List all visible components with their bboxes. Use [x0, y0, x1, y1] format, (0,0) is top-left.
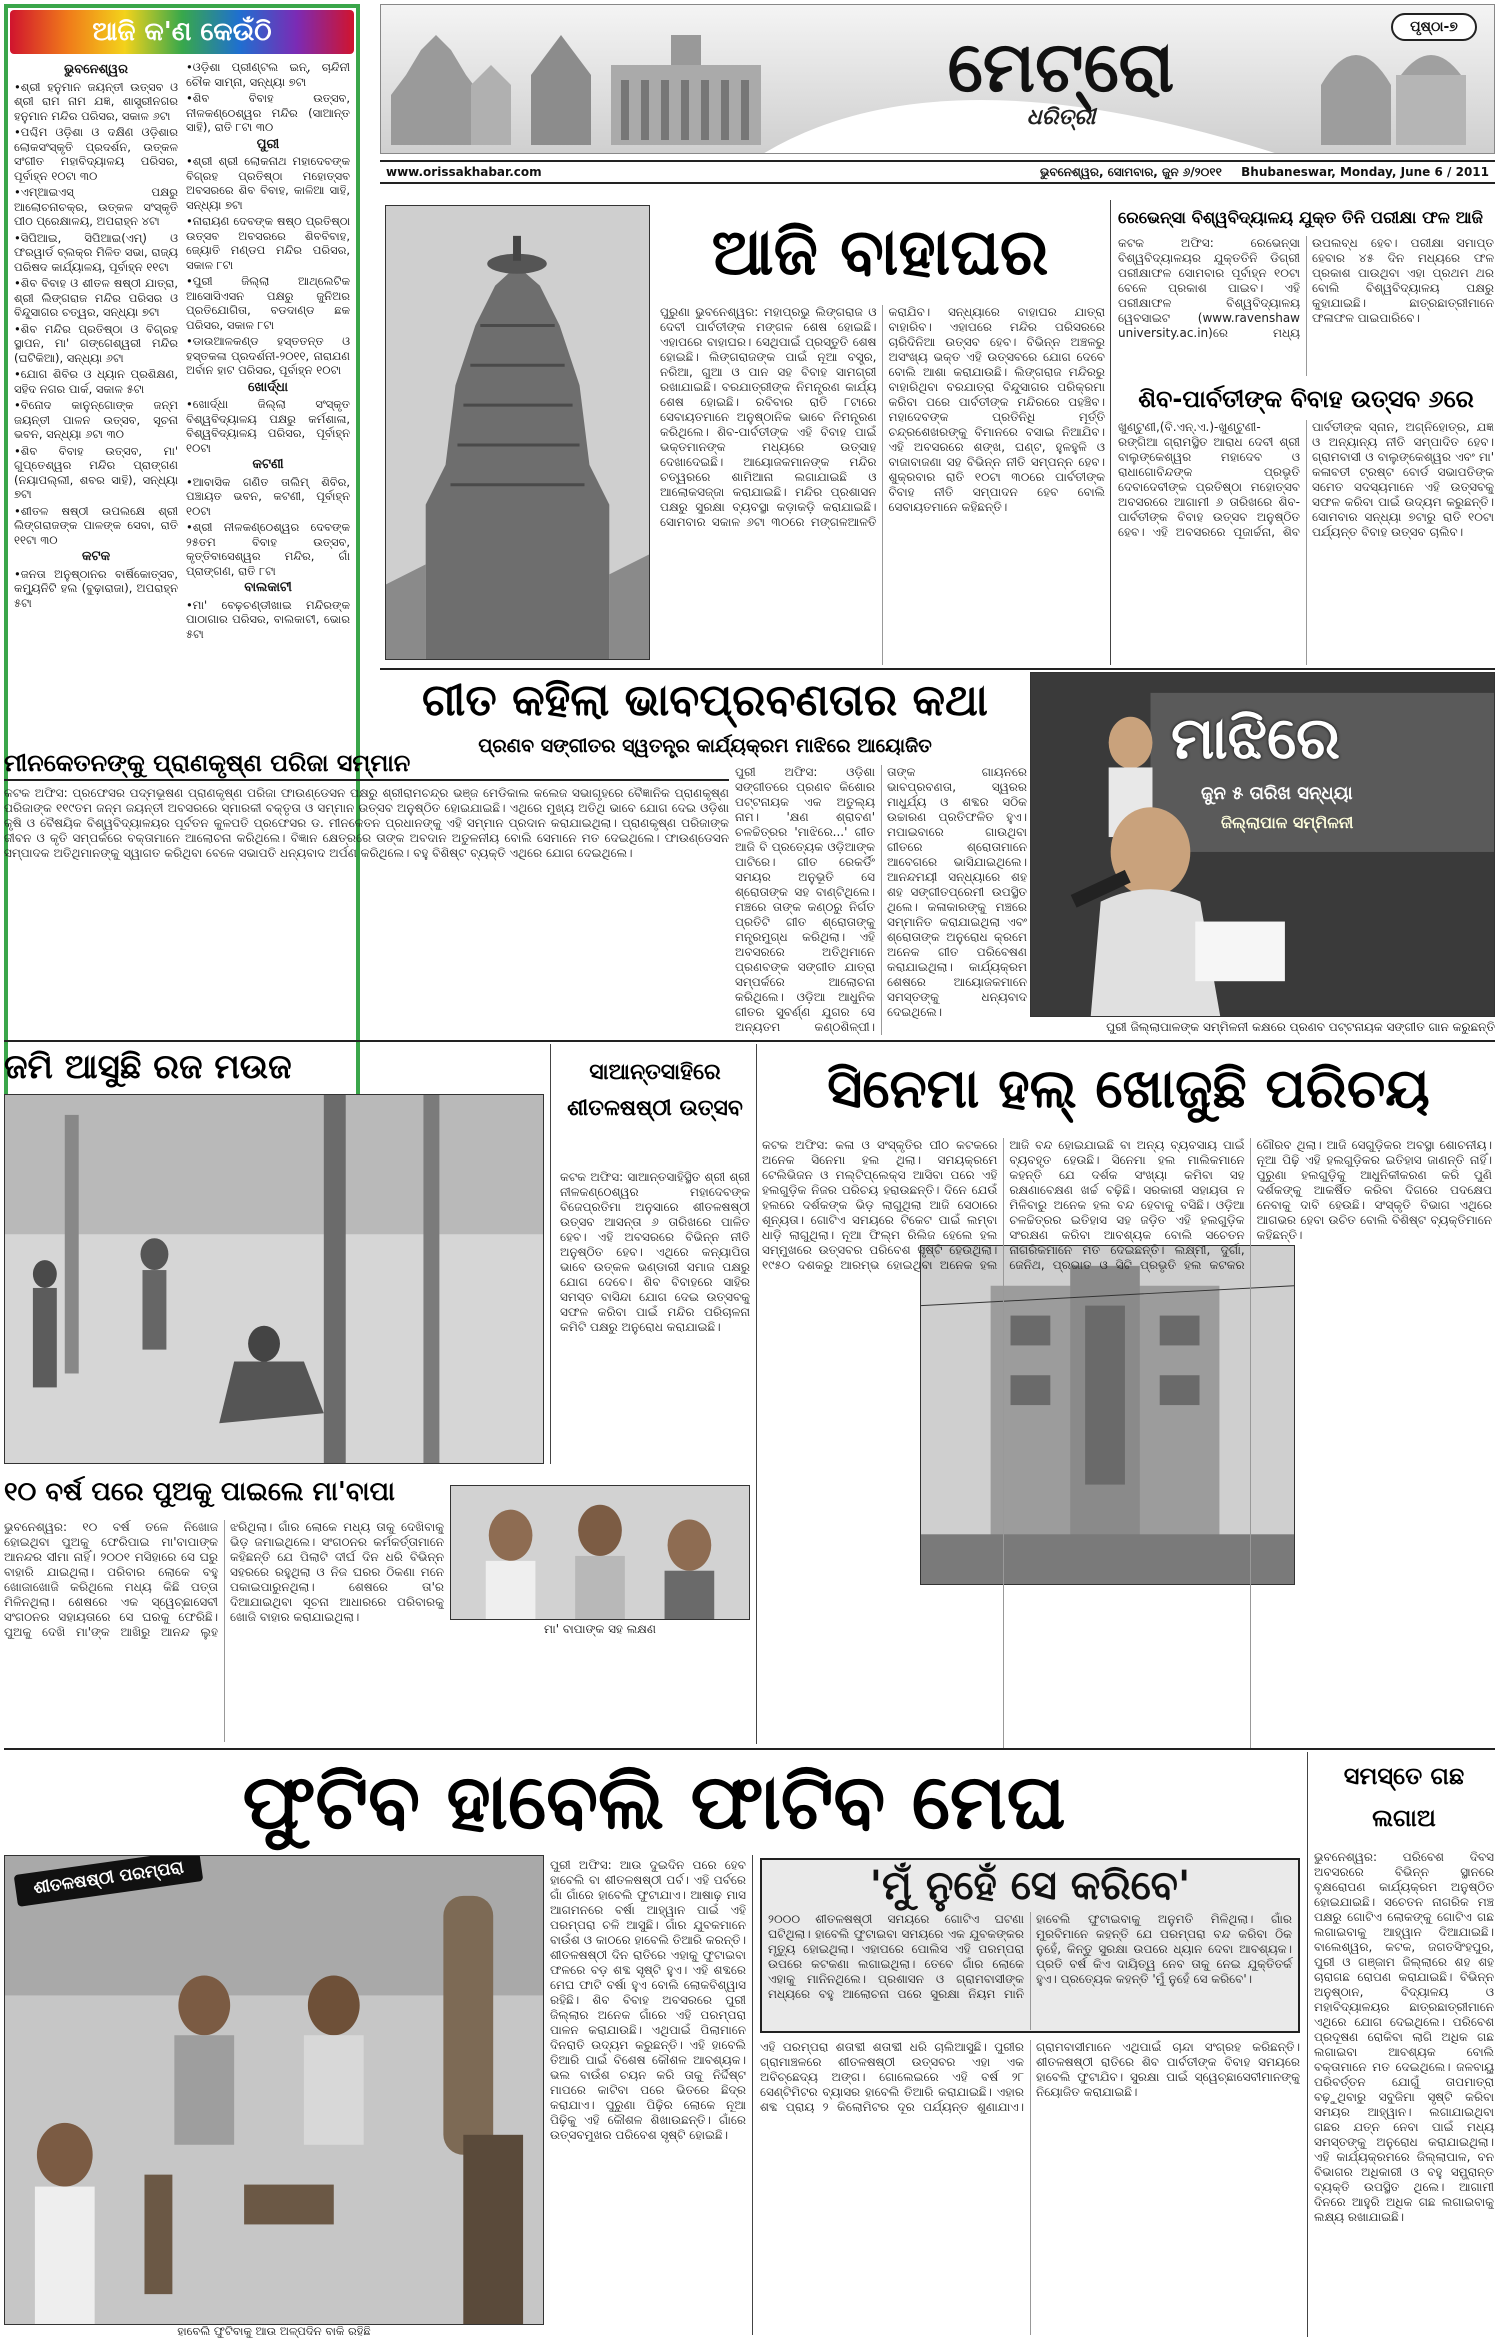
- section-title: ମେଟ୍ରୋ: [947, 25, 1175, 108]
- sainthasahi-headline: ସାଆନ୍ତସାହିରେ ଶୀତଳଷଷ୍ଠୀ ଉତ୍ସବ: [567, 1060, 743, 1121]
- event-item: •ଜନତା ଅନୁଷ୍ଠାନର ବାର୍ଷିକୋତ୍ସବ, କମ୍ୟୁନିଟି ହଲ (ବୁଢ଼ାରାଜା), ଅପରାହ୍ନ ୫ଟା: [14, 566, 178, 610]
- cinema-body: କଟକ ଅଫିସ: କଳା ଓ ସଂସ୍କୃତିର ପୀଠ କଟକରେ ଅନେକ ସିନେମା ହଲ ଥିଲା। ସମୟକ୍ରମେ ଟେଲିଭିଜନ ଓ ମଲ୍ଟିପ୍ଲେକ୍ସ ଆସିବା ପରେ ଏହି ହଲଗୁଡ଼ିକ ନିଜର ପରିଚୟ ହରାଉଛନ୍ତି। ଦିନେ ଯେଉଁ ହଲରେ ଦର୍ଶକଙ୍କ ଭିଡ଼ ଲାଗୁଥିଲା ଆଜି ସେଠାରେ ଶୂନ୍ୟତା। ଗୋଟିଏ ସମୟରେ ଟିକେଟ ପାଇଁ ଲମ୍ବା ଧାଡ଼ି ଲାଗୁଥିଲା। ନୂଆ ଫିଲ୍ମ ରିଲିଜ ହେଲେ ହଲ ସମ୍ମୁଖରେ ଉତ୍ସବର ପରିବେଶ ସୃଷ୍ଟି ହେଉଥିଲା। ୧୯୫୦ ଦଶକରୁ ଆରମ୍ଭ ହୋଇଥିବା ଅନେକ ହଲ ଆଜି ବନ୍ଦ ହୋଇଯାଇଛି ବା ଅନ୍ୟ ବ୍ୟବସାୟ ପାଇଁ ବ୍ୟବହୃତ ହେଉଛି। ସିନେମା ହଲ ମାଲିକମାନେ କହନ୍ତି ଯେ ଦର୍ଶକ ସଂଖ୍ୟା କମିବା ସହ ରକ୍ଷଣାବେକ୍ଷଣ ଖର୍ଚ୍ଚ ବଢ଼ିଛି। ସରକାରୀ ସହାୟତା ନ ମିଳିବାରୁ ଅନେକ ହଲ ବନ୍ଦ ହେବାକୁ ବସିଛି। ଓଡ଼ିଆ ଚଳଚ୍ଚିତ୍ରର ଇତିହାସ ସହ ଜଡ଼ିତ ଏହି ହଲଗୁଡ଼ିକ ସଂରକ୍ଷଣ କରିବା ଆବଶ୍ୟକ ବୋଲି ସଚେତନ ନାଗରିକମାନେ ମତ ଦେଇଛନ୍ତି। ଲକ୍ଷ୍ମୀ, ଦୁର୍ଗା, ଜେନିଥ, ପ୍ରଭାତ ଓ ସିଟି ପ୍ରଭୃତି ହଲ କଟକର ଗୌରବ ଥିଲା। ଆଜି ସେଗୁଡ଼ିକର ଅବସ୍ଥା ଶୋଚନୀୟ। ନୂଆ ପିଢ଼ି ଏହି ହଲଗୁଡ଼ିକର ଇତିହାସ ଜାଣନ୍ତି ନାହିଁ। ପୁରୁଣା ହଲଗୁଡ଼ିକୁ ଆଧୁନିକୀକରଣ କରି ପୁଣି ଦର୍ଶକଙ୍କୁ ଆକର୍ଷିତ କରିବା ଦିଗରେ ପଦକ୍ଷେପ ନେବାକୁ ଦାବି ହେଉଛି। ସଂସ୍କୃତି ବିଭାଗ ଏଥିରେ ଆଗଭର ହେବା ଉଚିତ ବୋଲି ବିଶିଷ୍ଟ ବ୍ୟକ୍ତିମାନେ କହିଛନ୍ତି।: [762, 1138, 1492, 1272]
- not-me-headline: 'ମୁଁ ନୁହେଁ ସେ କରିବେ': [869, 1863, 1191, 1909]
- section-subtitle: ଧରିତ୍ରୀ: [1026, 105, 1096, 130]
- haveli-photo: [4, 1855, 544, 2325]
- pranab-body: ପୁରୀ ଅଫିସ: ଓଡ଼ିଶା ସଙ୍ଗୀତରେ ପ୍ରଣବ କିଶୋର ପଟ୍ଟନାୟକ ଏକ ଅତୁଲ୍ୟ ନାମ। 'କ୍ଷଣ ଶ୍ରାବଣ' ଚଳଚ୍ଚିତ୍ରର 'ମାଝିରେ...' ଗୀତ ଆଜି ବି ପ୍ରତ୍ୟେକ ଓଡ଼ିଆଙ୍କ ପାଟିରେ। ଗୀତ ରେକର୍ଡିଂ ସମୟର ଅନୁଭୂତି ସେ ଶ୍ରୋତାଙ୍କ ସହ ବାଣ୍ଟିଥିଲେ। ମଞ୍ଚରେ ତାଙ୍କ କଣ୍ଠରୁ ନିର୍ଗତ ପ୍ରତିଟି ଗୀତ ଶ୍ରୋତାଙ୍କୁ ମନ୍ତ୍ରମୁଗ୍ଧ କରିଥିଲା। ଏହି ଅବସରରେ ଅତିଥିମାନେ ପ୍ରଣବଙ୍କ ସଙ୍ଗୀତ ଯାତ୍ରା ସମ୍ପର୍କରେ ଆଲୋଚନା କରିଥିଲେ। ଓଡ଼ିଆ ଆଧୁନିକ ଗୀତର ସୁବର୍ଣ୍ଣ ଯୁଗର ସେ ଅନ୍ୟତମ କଣ୍ଠଶିଳ୍ପୀ। ତାଙ୍କ ଗାୟନରେ ଭାବପ୍ରବଣତା, ସ୍ୱରର ମାଧୁର୍ଯ୍ୟ ଓ ଶବ୍ଦର ସଠିକ ଉଚ୍ଚାରଣ ପ୍ରତିଫଳିତ ହୁଏ। ମପାଇବାରେ ଗାଉଥିବା ଗୀତରେ ଶ୍ରୋତାମାନେ ଆବେଗରେ ଭାସିଯାଇଥିଲେ। ଆନନ୍ଦମୟୀ ସନ୍ଧ୍ୟାରେ ଶହ ଶହ ସଙ୍ଗୀତପ୍ରେମୀ ଉପସ୍ଥିତ ଥିଲେ। କଳାକାରଙ୍କୁ ମଞ୍ଚରେ ସମ୍ମାନିତ କରାଯାଇଥିଲା ଏବଂ ଶ୍ରୋତାଙ୍କ ଅନୁରୋଧ କ୍ରମେ ଅନେକ ଗୀତ ପରିବେଷଣ କରାଯାଇଥିଲା। କାର୍ଯ୍ୟକ୍ରମ ଶେଷରେ ଆୟୋଜକମାନେ ସମସ୍ତଙ୍କୁ ଧନ୍ୟବାଦ ଦେଇଥିଲେ।: [735, 765, 1027, 1034]
- event-item: •ଶିବ ବିବାହ ଉତ୍ସବ, ମା' ଗୁପ୍ତେଶ୍ୱର ମନ୍ଦିର ପ୍ରାଙ୍ଗଣ (ନୟାପଲ୍ଲୀ, ଶବର ସାହି), ସନ୍ଧ୍ୟା ୭ଟା: [14, 443, 178, 501]
- event-item: •ଡାଉଆଳକଣ୍ଡ ହସ୍ତତନ୍ତ ଓ ହସ୍ତକଳା ପ୍ରଦର୍ଶନୀ-୨୦୧୧, ନାରାଯଣ ଅର୍ବାନ ହାଟ ପରିସର, ପୂର୍ବାହ୍ନ ୧୦ଟା: [186, 334, 350, 377]
- photo-banner-sub2: ଜିଲ୍ଲାପାଳ ସମ୍ମିଳନୀ: [1221, 813, 1354, 832]
- events-column-right: [186, 60, 350, 643]
- shiva-wedding-headline: ଶିବ-ପାର୍ବତୀଙ୍କ ବିବାହ ଉତ୍ସବ ୬ରେ: [1138, 385, 1474, 413]
- haveli-photo-label: ଶୀତଳଷଷ୍ଠୀ ପରମ୍ପରା: [14, 1855, 204, 1907]
- dateline-english: Bhubaneswar, Monday, June 6 / 2011: [1241, 165, 1489, 179]
- reunion-headline: ୧୦ ବର୍ଷ ପରେ ପୁଅକୁ ପାଇଲେ ମା'ବାପା: [4, 1477, 395, 1507]
- meenaketan-body: କଟକ ଅଫିସ: ପ୍ରଫେସର ପଦ୍ମଭୂଷଣ ପ୍ରାଣକୃଷ୍ଣ ପରିଜା ଫାଉଣ୍ଡେସନ ପକ୍ଷରୁ ଶ୍ରୀରାମଚନ୍ଦ୍ର ଭଞ୍ଜ ମେଡିକାଲ କଲେଜ ସଭାଗୃହରେ ବୈଜ୍ଞାନିକ ପ୍ରାଣକୃଷ୍ଣ ପରିଜାଙ୍କ ୧୧୯ତମ ଜନ୍ମ ଜୟନ୍ତୀ ଅବସରରେ ସ୍ମାରକୀ ବକ୍ତୃତା ଓ ସମ୍ମାନ ଉତ୍ସବ ଅନୁଷ୍ଠିତ ହୋଇଯାଇଛି। ଏଥିରେ ମୁଖ୍ୟ ଅତିଥି ଭାବେ ଯୋଗ ଦେଇ ଓଡ଼ିଶା କୃଷି ଓ ବୈଷୟିକ ବିଶ୍ୱବିଦ୍ୟାଳୟର ପୂର୍ବତନ କୁଳପତି ପ୍ରଫେସର ଡ. ମୀନକେତନ ପ୍ରଧାନଙ୍କୁ ଏହି ସମ୍ମାନ ପ୍ରଦାନ କରାଯାଇଥିଲା। ପ୍ରାଣକୃଷ୍ଣ ପରିଜାଙ୍କ ଜୀବନ ଓ କୃତି ସମ୍ପର୍କରେ ବକ୍ତାମାନେ ଆଲୋଚନା କରିଥିଲେ। ବିଜ୍ଞାନ କ୍ଷେତ୍ରରେ ତାଙ୍କ ଅବଦାନ ଅତୁଳନୀୟ ବୋଲି ସେମାନେ ମତ ଦେଇଥିଲେ। ଫାଉଣ୍ଡେସନ ସମ୍ପାଦକ ଅତିଥିମାନଙ୍କୁ ସ୍ୱାଗତ କରିଥିବା ବେଳେ ସଭାପତି ଧନ୍ୟବାଦ ଅର୍ପଣ କରିଥିଲେ। ବହୁ ବିଶିଷ୍ଟ ବ୍ୟକ୍ତି ଏଥିରେ ଯୋଗ ଦେଇଥିଲେ।: [4, 786, 729, 860]
- event-item: •ଆବାସିକ ଗଣିତ ତାଲିମ୍ ଶିବିର, ପଞ୍ଚାୟତ ଭବନ, କଟଣୀ, ପୂର୍ବାହ୍ନ ୧୦ଟା: [186, 474, 350, 518]
- event-item: •ଏମ୍ଆଇଏସ୍ ପକ୍ଷରୁ ଆଲୋଚନାଚକ୍ର, ଉତ୍କଳ ସଂସ୍କୃତି ପୀଠ ପ୍ରେକ୍ଷାଳୟ, ଅପରାହ୍ନ ୪ଟା: [14, 185, 178, 228]
- cinema-headline: ସିନେମା ହଲ୍ ଖୋଜୁଛି ପରିଚୟ: [827, 1056, 1430, 1120]
- not-me-continued: ଏହି ପରମ୍ପରା ଶତାବ୍ଦୀ ଶତାବ୍ଦୀ ଧରି ଚାଲିଆସୁଛି। ପୁରୀର ଗ୍ରାମାଞ୍ଚଳରେ ଶୀତଳଷଷ୍ଠୀ ଉତ୍ସବର ଏହା ଏକ ଅବିଚ୍ଛେଦ୍ୟ ଅଙ୍ଗ। ଗୋଲେଇରେ ଏହି ବର୍ଷ ୨୮ ସେଣ୍ଟିମିଟର ବ୍ୟାସର ହାବେଲି ତିଆରି କରାଯାଇଛି। ଏହାର ଶବ୍ଦ ପ୍ରାୟ ୨ କିଲୋମିଟର ଦୂର ପର୍ଯ୍ୟନ୍ତ ଶୁଣାଯାଏ। ଗ୍ରାମବାସୀମାନେ ଏଥିପାଇଁ ଚାନ୍ଦା ସଂଗ୍ରହ କରିଛନ୍ତି। ଶୀତଳଷଷ୍ଠୀ ରାତିରେ ଶିବ ପାର୍ବତୀଙ୍କ ବିବାହ ସମୟରେ ହାବେଲି ଫୁଟାଯିବ। ସୁରକ୍ଷା ପାଇଁ ସ୍ୱେଚ୍ଛାସେବୀମାନଙ୍କୁ ନିୟୋଜିତ କରାଯାଇଛି।: [760, 2040, 1300, 2114]
- section-rule: [4, 1748, 1495, 1750]
- pranab-subhead: ପ୍ରଣବ ସଙ୍ଗୀତର ସ୍ୱତନ୍ତ୍ର କାର୍ଯ୍ୟକ୍ରମ ମାଝିରେ ଆୟୋଜିତ: [478, 735, 932, 757]
- haveli-headline: ଫୁଟିବ ହାବେଲି ଫାଟିବ ମେଘ: [242, 1757, 1066, 1846]
- website[interactable]: www.orissakhabar.com: [386, 165, 542, 179]
- lead-headline: ଆଜି ବାହାଘର: [711, 215, 1049, 290]
- ravenshaw-body: କଟକ ଅଫିସ: ରେଭେନ୍ସା ବିଶ୍ୱବିଦ୍ୟାଳୟର ଯୁକ୍ତତିନି ଡିଗ୍ରୀ ପରୀକ୍ଷାଫଳ ସୋମବାର ପୂର୍ବାହ୍ନ ୧୦ଟା ବେଳେ ପ୍ରକାଶ ପାଇବ। ଏହି ପରୀକ୍ଷାଫଳ ବିଶ୍ୱବିଦ୍ୟାଳୟ ୱେବସାଇଟ (www.ravenshaw university.ac.in)ରେ ମଧ୍ୟ ଉପଲବ୍ଧ ହେବ। ପରୀକ୍ଷା ସମାପ୍ତ ହେବାର ୪୫ ଦିନ ମଧ୍ୟରେ ଫଳ ପ୍ରକାଶ ପାଉଥିବା ଏହା ପ୍ରଥମ ଥର ବୋଲି ବିଶ୍ୱବିଦ୍ୟାଳୟ ପକ୍ଷରୁ କୁହାଯାଇଛି। ଛାତ୍ରଛାତ୍ରୀମାନେ ଫଳାଫଳ ପାଇପାରିବେ।: [1118, 236, 1494, 340]
- sainthasahi-body: କଟକ ଅଫିସ: ସାଆନ୍ତସାହିସ୍ଥିତ ଶ୍ରୀ ଶ୍ରୀ ନୀଳକଣ୍ଠେଶ୍ୱର ମହାଦେବଙ୍କ ବିଜେପ୍ରତିମା ଅନୁସାରେ ଶୀତଳଷଷ୍ଠୀ ଉତ୍ସବ ଆସନ୍ତା ୬ ତାରିଖରେ ପାଳିତ ହେବ। ଏହି ଅବସରରେ ବିଭିନ୍ନ ନୀତି ଅନୁଷ୍ଠିତ ହେବ। ଏଥିରେ କନ୍ୟାପିତା ଭାବେ ଉତ୍କଳ ଭଣ୍ଡାରୀ ସମାଜ ପକ୍ଷରୁ ଯୋଗ ଦେବେ। ଶିବ ବିବାହରେ ସାହିର ସମସ୍ତ ବାସିନ୍ଦା ଯୋଗ ଦେଇ ଉତ୍ସବକୁ ସଫଳ କରିବା ପାଇଁ ମନ୍ଦିର ପରିଚାଳନା କମିଟି ପକ୍ଷରୁ ଅନୁରୋଧ କରାଯାଇଛି।: [560, 1170, 750, 1334]
- column-rule: [756, 1044, 757, 1744]
- singer-photo: [1030, 672, 1495, 1017]
- dateline-bar: [380, 160, 1495, 184]
- raja-headline: ଜମି ଆସୁଛି ରଜ ମଉଜ: [4, 1047, 292, 1087]
- haveli-caption: ହାବେଲି ଫୁଟିବାକୁ ଆଉ ଅଳ୍ପଦିନ ବାକି ରହିଛି: [177, 2324, 371, 2338]
- reunion-body: ଭୁବନେଶ୍ୱର: ୧୦ ବର୍ଷ ତଳେ ନିଖୋଜ ହୋଇଥିବା ପୁଅକୁ ଫେରିପାଇ ମା'ବାପାଙ୍କ ଆନନ୍ଦର ସୀମା ନାହିଁ। ୨୦୦୧ ମସିହାରେ ସେ ଘରୁ ବାହାରି ଯାଇଥିଲା। ପରିବାର ଲୋକେ ବହୁ ଖୋଜାଖୋଜି କରିଥିଲେ ମଧ୍ୟ କିଛି ପତ୍ତା ମିଳିନଥିଲା। ଶେଷରେ ଏକ ସ୍ୱେଚ୍ଛାସେବୀ ସଂଗଠନର ସହାୟତାରେ ସେ ଘରକୁ ଫେରିଛି। ପୁଅକୁ ଦେଖି ମା'ଙ୍କ ଆଖିରୁ ଆନନ୍ଦ ଲୁହ ଝରିଥିଲା। ଗାଁର ଲୋକେ ମଧ୍ୟ ତାକୁ ଦେଖିବାକୁ ଭିଡ଼ ଜମାଇଥିଲେ। ସଂଗଠନର କର୍ମକର୍ତ୍ତାମାନେ କହିଛନ୍ତି ଯେ ପିଲାଟି ଦୀର୍ଘ ଦିନ ଧରି ବିଭିନ୍ନ ସହରରେ ରହୁଥିଲା ଓ ନିଜ ଘରର ଠିକଣା ମନେ ପକାଇପାରୁନଥିଲା। ଶେଷରେ ତା'ର ଦିଆଯାଇଥିବା ସୂଚନା ଆଧାରରେ ପରିବାରକୁ ଖୋଜି ବାହାର କରାଯାଇଥିଲା।: [4, 1520, 444, 1639]
- trees-headline: ସମସ୍ତେ ଗଛ ଲଗାଅ: [1343, 1762, 1465, 1832]
- event-city-heading: ଭୁବନେଶ୍ୱର: [64, 62, 128, 77]
- photo-banner-title: ମାଝିରେ: [1171, 704, 1341, 772]
- event-item: •ନାରାୟଣ ଦେବଙ୍କ ଷଷ୍ଠ ପ୍ରତିଷ୍ଠା ଉତ୍ସବ ଅବସରରେ ଶିବବିବାହ, ଜ୍ୟୋତି ମଣ୍ଡପ ମନ୍ଦିର ପରିସର, ସକାଳ ୮ଟା: [186, 214, 350, 272]
- reunion-photo: [450, 1485, 750, 1620]
- temple-photo: [385, 205, 650, 660]
- event-item: •ପଶ୍ଚିମ ଓଡ଼ିଶା ଓ ଦକ୍ଷିଣ ଓଡ଼ିଶାର ଲୋକସଂସ୍କୃତି ପ୍ରଦର୍ଶନ, ଉତ୍କଳ ସଂଗୀତ ମହାବିଦ୍ୟାଳୟ ପରିସର, ପୂର୍ବାହ୍ନ ୧୦ଟା ୩୦: [14, 125, 178, 183]
- dateline-odia: ଭୁବନେଶ୍ୱର, ସୋମବାର, ଜୁନ ୬/୨୦୧୧: [1040, 165, 1222, 179]
- event-city-heading: କଟକ: [81, 549, 111, 564]
- ravenshaw-headline: ରେଭେନ୍ସା ବିଶ୍ୱବିଦ୍ୟାଳୟ ଯୁକ୍ତ ତିନି ପରୀକ୍ଷା ଫଳ ଆଜି: [1118, 208, 1483, 227]
- event-item: •ଶିବ ବିବାହ ଓ ଶୀତଳ ଷଷ୍ଠୀ ଯାତ୍ରା, ଶ୍ରୀ ଲିଙ୍ଗରାଜ ମନ୍ଦିର ପରିସର ଓ ବିନ୍ଦୁସାଗର ଚତ୍ୱର, ସନ୍ଧ୍ୟା ୭ଟା: [14, 276, 178, 319]
- event-item: •ଶ୍ରୀ ହନୁମାନ ଜୟନ୍ତୀ ଉତ୍ସବ ଓ ଶ୍ରୀ ରାମ ନାମ ଯଜ୍ଞ, ଶାସ୍ତ୍ରୀନଗର ହନୁମାନ ମନ୍ଦିର ପରିସର, ସକାଳ ୬ଟା: [14, 79, 178, 123]
- event-item: •ସିପିଆଇ, ସିପିଆଇ(ଏମ୍) ଓ ଫରୱାର୍ଡ ବ୍ଲକ୍‌ର ମିଳିତ ସଭା, ରାଜ୍ୟ ପରିଷଦ କାର୍ଯ୍ୟାଳୟ, ପୂର୍ବାହ୍ନ ୧୧ଟା: [14, 230, 178, 274]
- event-item: •ବିନୋଦ କାନୁନ୍‌ଗୋଙ୍କ ଜନ୍ମ ଜୟନ୍ତୀ ପାଳନ ଉତ୍ସବ, ସୂଚନା ଭବନ, ସନ୍ଧ୍ୟା ୬ଟା ୩୦: [14, 398, 178, 441]
- reunion-caption: ମା' ବାପାଙ୍କ ସହ ଲକ୍ଷଣ: [544, 1622, 656, 1636]
- event-city-heading: ପୁରୀ: [256, 136, 280, 152]
- haveli-body: ପୁରୀ ଅଫିସ: ଆଉ ଦୁଇଦିନ ପରେ ହେବ ହାବେଲି ବା ଶୀତଳଷଷ୍ଠୀ ପର୍ବ। ଏହି ପର୍ବରେ ଗାଁ ଗାଁରେ ହାବେଲି ଫୁଟାଯାଏ। ଆଷାଢ଼ ମାସ ଆଗମନରେ ବର୍ଷା ଆହ୍ୱାନ ପାଇଁ ଏହି ପରମ୍ପରା ଚଳି ଆସୁଛି। ଗାଁର ଯୁବକମାନେ ବାଉଁଶ ଓ କାଠରେ ହାବେଲି ତିଆରି କରନ୍ତି। ଶୀତଳଷଷ୍ଠୀ ଦିନ ରାତିରେ ଏହାକୁ ଫୁଟାଇବା ଫଳରେ ବଡ଼ ଶବ୍ଦ ସୃଷ୍ଟି ହୁଏ। ଏହି ଶବ୍ଦରେ ମେଘ ଫାଟି ବର୍ଷା ହୁଏ ବୋଲି ଲୋକବିଶ୍ୱାସ ରହିଛି। ଶିବ ବିବାହ ଅବସରରେ ପୁରୀ ଜିଲ୍ଲାର ଅନେକ ଗାଁରେ ଏହି ପରମ୍ପରା ପାଳନ କରାଯାଉଛି। ଏଥିପାଇଁ ପିଲାମାନେ ଦିନରାତି ଉଦ୍ୟମ କରୁଛନ୍ତି। ଏହି ହାବେଲି ତିଆରି ପାଇଁ ବିଶେଷ କୌଶଳ ଆବଶ୍ୟକ। ଭଲ ବାଉଁଶ ଚୟନ କରି ତାକୁ ନିର୍ଦ୍ଦିଷ୍ଟ ମାପରେ କାଟିବା ପରେ ଭିତରେ ଛିଦ୍ର କରାଯାଏ। ପୁରୁଣା ପିଢ଼ିର ଲୋକେ ନୂଆ ପିଢ଼ିକୁ ଏହି କୌଶଳ ଶିଖାଉଛନ୍ତି। ଗାଁରେ ଉତ୍ସବମୁଖର ପରିବେଶ ସୃଷ୍ଟି ହୋଇଛି।: [550, 1858, 746, 2142]
- column-rule: [550, 1044, 551, 1464]
- event-item: •ଓଡ଼ିଶା ପ୍ରୀଣ୍ଟଲ ଇନ୍‌, ଚାନ୍ଦିନୀ ଚୌକ ସାମ୍ନା, ସନ୍ଧ୍ୟା ୭ଟା: [186, 60, 350, 89]
- event-item: •ଶୀତଳ ଷଷ୍ଠୀ ଉପଲକ୍ଷେ ଶ୍ରୀ ଲିଙ୍ଗରାଜଙ୍କ ପାଳଙ୍କ ସେବା, ରାତି ୧୧ଟା ୩୦: [14, 503, 178, 547]
- event-city-heading: ଖୋର୍ଦ୍ଧା: [248, 379, 288, 395]
- event-item: •ପୁରୀ ଜିଲ୍ଲା ଆଥ୍‌ଲେଟିକ ଆସୋସିଏସନ ପକ୍ଷରୁ ଜୁନିଅର ପ୍ରତିଯୋଗିତା, ବଡଦାଣ୍ଡ ଛକ ପରିସର, ସକାଳ ୮ଟା: [186, 274, 350, 332]
- section-rule: [380, 668, 1495, 670]
- event-item: •ମା' ବେଢ଼ଚଣ୍ଡୀଖାଇ ମନ୍ଦିରଙ୍କ ପାଠାଗାର ପରିସର, ବାଲକାଟୀ, ଭୋର ୫ଟା: [186, 597, 350, 641]
- event-item: •ଶିବ ବିବାହ ଉତ୍ସବ, ନୀଳକଣ୍ଠେଶ୍ୱର ମନ୍ଦିର (ସାଆନ୍ତ ସାହି), ରାତି ୮ଟା ୩୦: [186, 91, 350, 134]
- meenaketan-headline: ମୀନକେତନଙ୍କୁ ପ୍ରାଣକୃଷ୍ଣ ପରିଜା ସମ୍ମାନ: [4, 745, 729, 781]
- trees-body: ଭୁବନେଶ୍ୱର: ପରିବେଶ ଦିବସ ଅବସରରେ ବିଭିନ୍ନ ସ୍ଥାନରେ ବୃକ୍ଷରୋପଣ କାର୍ଯ୍ୟକ୍ରମ ଅନୁଷ୍ଠିତ ହୋଇଯାଇଛି। ସଚେତନ ନାଗରିକ ମଞ୍ଚ ପକ୍ଷରୁ ଗୋଟିଏ ଲୋକଙ୍କୁ ଗୋଟିଏ ଗଛ ଲଗାଇବାକୁ ଆହ୍ୱାନ ଦିଆଯାଇଛି। ବାଲେଶ୍ୱର, କଟକ, ଜଗତସିଂହପୁର, ପୁରୀ ଓ ଗଞ୍ଜାମ ଜିଲ୍ଲାରେ ଶହ ଶହ ଚାରାଗଛ ରୋପଣ କରାଯାଇଛି। ବିଭିନ୍ନ ଅନୁଷ୍ଠାନ, ବିଦ୍ୟାଳୟ ଓ ମହାବିଦ୍ୟାଳୟର ଛାତ୍ରଛାତ୍ରୀମାନେ ଏଥିରେ ଯୋଗ ଦେଇଥିଲେ। ପରିବେଶ ପ୍ରଦୂଷଣ ରୋକିବା ଲାଗି ଅଧିକ ଗଛ ଲଗାଇବା ଆବଶ୍ୟକ ବୋଲି ବକ୍ତାମାନେ ମତ ଦେଇଥିଲେ। ଜଳବାୟୁ ପରିବର୍ତ୍ତନ ଯୋଗୁଁ ତାପମାତ୍ରା ବଢ଼ୁଥିବାରୁ ସବୁଜିମା ସୃଷ୍ଟି କରିବା ସମୟର ଆହ୍ୱାନ। ଲଗାଯାଇଥିବା ଗଛର ଯତ୍ନ ନେବା ପାଇଁ ମଧ୍ୟ ସମସ୍ତଙ୍କୁ ଅନୁରୋଧ କରାଯାଇଥିଲା। ଏହି କାର୍ଯ୍ୟକ୍ରମରେ ଜିଲ୍ଲାପାଳ, ବନ ବିଭାଗର ଅଧିକାରୀ ଓ ବହୁ ସମ୍ଭ୍ରାନ୍ତ ବ୍ୟକ୍ତି ଉପସ୍ଥିତ ଥିଲେ। ଆଗାମୀ ଦିନରେ ଆହୁରି ଅଧିକ ଗଛ ଲଗାଇବାକୁ ଲକ୍ଷ୍ୟ ରଖାଯାଇଛି।: [1314, 1850, 1494, 2224]
- event-city-heading: ବାଲକାଟୀ: [244, 580, 292, 595]
- column-rule: [1110, 200, 1111, 665]
- event-item: •ଶିବ ମନ୍ଦିର ପ୍ରତିଷ୍ଠା ଓ ବିଗ୍ରହ ସ୍ଥାପନ, ମା' ଗଙ୍ଗେଶ୍ୱରୀ ମନ୍ଦିର (ଘଟିକିଆ), ସନ୍ଧ୍ୟା ୬ଟା: [14, 321, 178, 365]
- pranab-headline: ଗୀତ କହିଲା ଭାବପ୍ରବଣତାର କଥା: [422, 675, 988, 726]
- event-item: •ଶ୍ରୀ ନୀଳକଣ୍ଠେଶ୍ୱର ଦେବଙ୍କ ୨୫ତମ ବିବାହ ଉତ୍ସବ, କୃତ୍ତିବାସେଶ୍ୱର ମନ୍ଦିର, ଗାଁ ପ୍ରାଙ୍ଗଣ, ରାତି ୮ଟା: [186, 520, 350, 578]
- shiva-wedding-body: ଖୁଣ୍ଟୁଣୀ,(ବି.ଏନ୍.ଏ.)-ଖୁଣ୍ଟୁଣୀ-ରଙ୍ଗିଆ ଗ୍ରାମସ୍ଥିତ ଆରାଧ ଦେବୀ ଶ୍ରୀ ବାଲୁଙ୍କେଶ୍ୱର ମହାଦେବ ଓ ରାଧାଗୋବିନ୍ଦଙ୍କ ପ୍ରଭୃତି ଦେବାଦେବୀଙ୍କ ପ୍ରତିଷ୍ଠା ମହୋତ୍ସବ ଅବସରରେ ଆଗାମୀ ୬ ତାରିଖରେ ଶିବ-ପାର୍ବତୀଙ୍କ ବିବାହ ଉତ୍ସବ ଅନୁଷ୍ଠିତ ହେବ। ଏହି ଅବସରରେ ପୂଜାର୍ଚ୍ଚନା, ଶିବ ପାର୍ବତୀଙ୍କ ସ୍ନାନ, ଅଗ୍ନିହୋତ୍ର, ଯଜ୍ଞ ଓ ଅନ୍ୟାନ୍ୟ ନୀତି ସମ୍ପାଦିତ ହେବ। ଗ୍ରାମବାସୀ ଓ ବାଲୁଙ୍କେଶ୍ୱର ଏବଂ ମା' କଳାବତୀ ଟ୍ରଷ୍ଟ ବୋର୍ଡ ସଭାପତିଙ୍କ ସମେତ ସଦସ୍ୟମାନେ ଏହି ଉତ୍ସବକୁ ସଫଳ କରିବା ପାଇଁ ଉଦ୍ୟମ କରୁଛନ୍ତି। ସୋମବାର ସନ୍ଧ୍ୟା ୭ଟାରୁ ରାତି ୧୦ଟା ପର୍ଯ୍ୟନ୍ତ ବିବାହ ଉତ୍ସବ ଚାଲିବ।: [1118, 420, 1494, 539]
- section-rule: [4, 1040, 1495, 1042]
- events-banner: ଆଜି କ'ଣ କେଉଁଠି: [10, 10, 354, 54]
- not-me-box: [760, 1858, 1300, 2033]
- event-item: •ଶ୍ରୀ ଶ୍ରୀ ଲୋକନାଥ ମହାଦେବଙ୍କ ବିଗ୍ରହ ପ୍ରତିଷ୍ଠା ମହୋତ୍ସବ ଅବସରରେ ଶିବ ବିବାହ, କାଳିଆ ସାହି, ସନ୍ଧ୍ୟା ୭ଟା: [186, 154, 350, 212]
- event-item: •ଯୋଗ ଶିବିର ଓ ଧ୍ୟାନ ପ୍ରଶିକ୍ଷଣ, ସହିଦ ନଗର ପାର୍କ, ସକାଳ ୫ଟା: [14, 367, 178, 396]
- masthead: [380, 4, 1495, 154]
- event-item: •ଖୋର୍ଦ୍ଧା ଜିଲ୍ଲା ସଂସ୍କୃତ ବିଶ୍ୱବିଦ୍ୟାଳୟ ପକ୍ଷରୁ କର୍ମଶାଳା, ବିଶ୍ୱବିଦ୍ୟାଳୟ ପରିସର, ପୂର୍ବାହ୍ନ ୧୦ଟା: [186, 397, 350, 455]
- page-number-badge: ପୃଷ୍ଠା-୭: [1391, 13, 1477, 41]
- column-rule: [752, 1855, 753, 2335]
- pranab-caption: ପୁରୀ ଜିଲ୍ଲାପାଳଙ୍କ ସମ୍ମିଳନୀ କକ୍ଷରେ ପ୍ରଣବ ପଟ୍ଟନାୟକ ସଙ୍ଗୀତ ଗାନ କରୁଛନ୍ତି: [1106, 1020, 1495, 1034]
- lead-body: ପୁରୁଣା ଭୁବନେଶ୍ୱର: ମହାପ୍ରଭୁ ଲିଙ୍ଗରାଜ ଓ ଦେବୀ ପାର୍ବତୀଙ୍କ ମଙ୍ଗଳ ଶେଷ ହୋଇଛି। ଏହାପରେ ବାହାଘର। ସେଥିପାଇଁ ପ୍ରସ୍ତୁତି ଶେଷ ହୋଇଛି। ଲିଙ୍ଗରାଜଙ୍କ ପାଇଁ ନୂଆ ବସ୍ତ୍ର, ନରିଆ, ଗୁଆ ଓ ପାନ ସହ ବିବାହ ସାମଗ୍ରୀ ରଖାଯାଇଛି। ବରଯାତ୍ରୀଙ୍କ ନିମନ୍ତ୍ରଣ କାର୍ଯ୍ୟ ଶେଷ ହୋଇଛି। ରବିବାର ରାତି ୮ଟାରେ ସେବାୟତମାନେ ଅନୁଷ୍ଠାନିକ ଭାବେ ନିମନ୍ତ୍ରଣ କରିଥିଲେ। ଶିବ-ପାର୍ବତୀଙ୍କ ଏହି ବିବାହ ପାଇଁ ଭକ୍ତମାନଙ୍କ ମଧ୍ୟରେ ଉତ୍ସାହ ଦେଖାଦେଇଛି। ଆୟୋଜକମାନଙ୍କ ମନ୍ଦିର ଚତ୍ୱରରେ ଶାମିଆନା ଲଗାଯାଇଛି ଓ ଆଲୋକସଜ୍ଜା କରାଯାଇଛି। ମନ୍ଦିର ପ୍ରଶାସନ ପକ୍ଷରୁ ସୁରକ୍ଷା ବ୍ୟବସ୍ଥା କଡ଼ାକଡ଼ି କରାଯାଇଛି। ସୋମବାର ସକାଳ ୬ଟା ୩୦ରେ ମଙ୍ଗଳଆଳତି କରାଯିବ। ସନ୍ଧ୍ୟାରେ ବାହାଘର ଯାତ୍ରା ବାହାରିବ। ଏହାପରେ ମନ୍ଦିର ପରିସରରେ ଚାରିଦିନିଆ ଉତ୍ସବ ହେବ। ବିଭିନ୍ନ ଅଞ୍ଚଳରୁ ଅସଂଖ୍ୟ ଭକ୍ତ ଏହି ଉତ୍ସବରେ ଯୋଗ ଦେବେ ବୋଲି ଆଶା କରାଯାଉଛି। ଲିଙ୍ଗରାଜ ମନ୍ଦିରରୁ ବାହାରିଥିବା ବରଯାତ୍ରା ବିନ୍ଦୁସାଗର ପରିକ୍ରମା କରିବା ପରେ ପାର୍ବତୀଙ୍କ ମନ୍ଦିରରେ ପହଞ୍ଚିବ। ମହାଦେବଙ୍କ ପ୍ରତିନିଧି ମୂର୍ତ୍ତି ଚନ୍ଦ୍ରଶେଖରଙ୍କୁ ବିମାନରେ ବସାଇ ନିଆଯିବ। ଏହି ଅବସରରେ ଶଙ୍ଖ, ଘଣ୍ଟ, ହୁଳହୁଳି ଓ ବାଜାବାଜଣା ସହ ବିଭିନ୍ନ ନୀତି ସମ୍ପନ୍ନ ହେବ। ଶୁକ୍ରବାର ରାତି ୧୦ଟା ୩୦ରେ ପାର୍ବତୀଙ୍କ ବିବାହ ନୀତି ସମ୍ପାଦନ ହେବ ବୋଲି ସେବାୟତମାନେ କହିଛନ୍ତି।: [660, 305, 1105, 529]
- photo-banner-sub: ଜୁନ ୫ ତାରିଖ ସନ୍ଧ୍ୟା: [1201, 783, 1353, 804]
- raja-swing-photo: [4, 1094, 544, 1464]
- not-me-body: ୨୦୦୦ ଶୀତଳଷଷ୍ଠୀ ସମୟରେ ଗୋଟିଏ ଘଟଣା ଘଟିଥିଲା। ହାବେଲି ଫୁଟାଇବା ସମୟରେ ଏକ ଯୁବକଙ୍କର ମୃତ୍ୟୁ ହୋଇଥିଲା। ଏହାପରେ ପୋଲିସ ଏହି ପରମ୍ପରା ଉପରେ କଟକଣା ଲଗାଇଥିଲା। ତେବେ ଗାଁର ଲୋକେ ଏହାକୁ ମାନିନଥିଲେ। ପ୍ରଶାସନ ଓ ଗ୍ରାମବାସୀଙ୍କ ମଧ୍ୟରେ ବହୁ ଆଲୋଚନା ପରେ ସୁରକ୍ଷା ନିୟମ ମାନି ହାବେଲି ଫୁଟାଇବାକୁ ଅନୁମତି ମିଳିଥିଲା। ଗାଁର ମୁରବିମାନେ କହନ୍ତି ଯେ ପରମ୍ପରା ବନ୍ଦ କରିବା ଠିକ ନୁହେଁ, କିନ୍ତୁ ସୁରକ୍ଷା ଉପରେ ଧ୍ୟାନ ଦେବା ଆବଶ୍ୟକ। ପ୍ରତି ବର୍ଷ କିଏ ଦାୟିତ୍ୱ ନେବ ତାକୁ ନେଇ ଯୁକ୍ତିତର୍କ ହୁଏ। ପ୍ରତ୍ୟେକ କହନ୍ତି 'ମୁଁ ନୁହେଁ ସେ କରିବେ'।: [768, 1912, 1292, 2001]
- event-city-heading: କଟଣୀ: [252, 457, 284, 472]
- column-rule: [1307, 1752, 1308, 2337]
- events-column-left: [14, 60, 178, 643]
